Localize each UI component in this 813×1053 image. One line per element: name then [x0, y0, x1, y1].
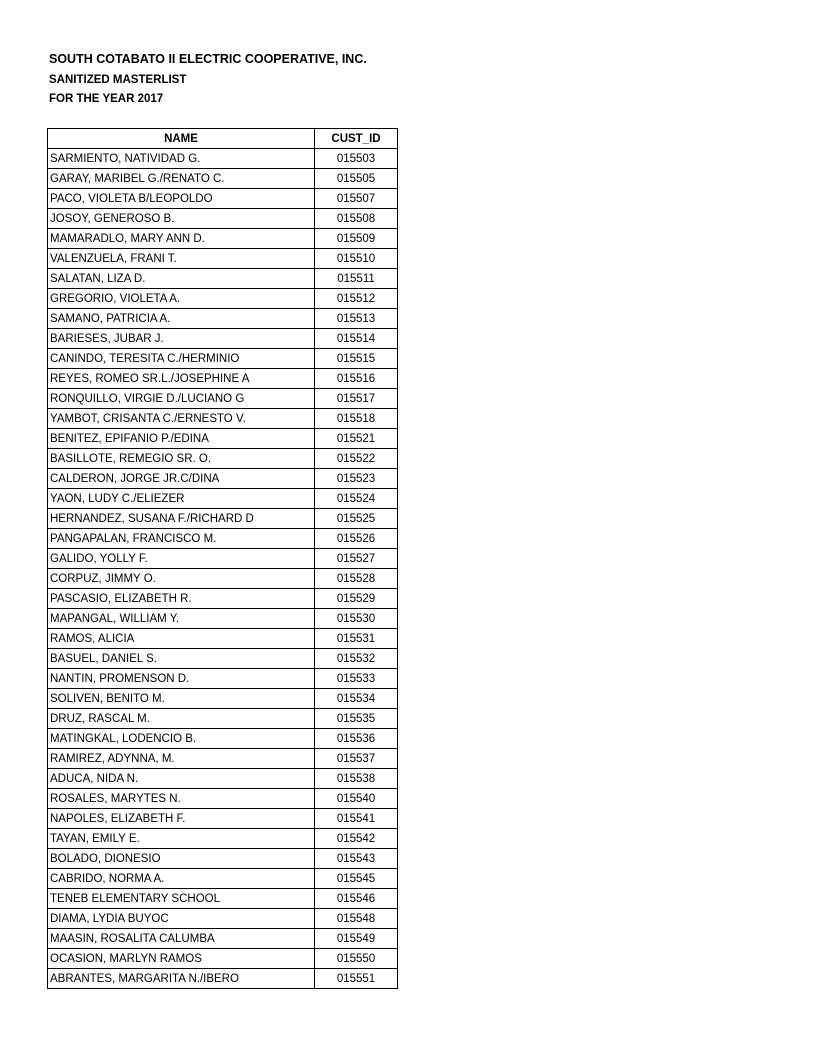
customer-name-cell: CALDERON, JORGE JR.C/DINA [48, 469, 315, 489]
table-row [48, 869, 398, 889]
table-row [48, 429, 398, 449]
customer-id-cell: 015530 [315, 609, 398, 629]
customer-id-cell: 015525 [315, 509, 398, 529]
customer-id-cell: 015533 [315, 669, 398, 689]
customer-name-cell: BARIESES, JUBAR J. [48, 329, 315, 349]
customer-id-cell: 015536 [315, 729, 398, 749]
table-row [48, 389, 398, 409]
table-row [48, 489, 398, 509]
table-row [48, 729, 398, 749]
customer-name-cell: NANTIN, PROMENSON D. [48, 669, 315, 689]
customer-name-cell: PASCASIO, ELIZABETH R. [48, 589, 315, 609]
customer-id-cell: 015535 [315, 709, 398, 729]
customer-name-cell: NAPOLES, ELIZABETH F. [48, 809, 315, 829]
customer-id-cell: 015511 [315, 269, 398, 289]
customer-name-cell: ABRANTES, MARGARITA N./IBERO [48, 969, 315, 989]
table-row [48, 449, 398, 469]
customer-name-cell: OCASION, MARLYN RAMOS [48, 949, 315, 969]
customer-id-cell: 015550 [315, 949, 398, 969]
table-row [48, 829, 398, 849]
customer-id-cell: 015518 [315, 409, 398, 429]
table-row [48, 509, 398, 529]
table-row [48, 289, 398, 309]
customer-name-cell: VALENZUELA, FRANI T. [48, 249, 315, 269]
customer-name-cell: TENEB ELEMENTARY SCHOOL [48, 889, 315, 909]
table-row [48, 889, 398, 909]
customer-name-cell: PANGAPALAN, FRANCISCO M. [48, 529, 315, 549]
customer-id-cell: 015531 [315, 629, 398, 649]
table-row [48, 589, 398, 609]
customer-id-cell: 015517 [315, 389, 398, 409]
customer-id-cell: 015503 [315, 149, 398, 169]
column-header-cust-id: CUST_ID [315, 129, 398, 149]
table-body [48, 149, 398, 989]
customer-id-cell: 015507 [315, 189, 398, 209]
customer-id-cell: 015513 [315, 309, 398, 329]
table-row [48, 409, 398, 429]
customer-id-cell: 015529 [315, 589, 398, 609]
customer-id-cell: 015505 [315, 169, 398, 189]
customer-name-cell: BASILLOTE, REMEGIO SR. O. [48, 449, 315, 469]
table-row [48, 969, 398, 989]
customer-id-cell: 015509 [315, 229, 398, 249]
table-row [48, 549, 398, 569]
table-row [48, 469, 398, 489]
customer-name-cell: SOLIVEN, BENITO M. [48, 689, 315, 709]
customer-id-cell: 015510 [315, 249, 398, 269]
customer-id-cell: 015538 [315, 769, 398, 789]
customer-id-cell: 015534 [315, 689, 398, 709]
table-row [48, 709, 398, 729]
customer-id-cell: 015512 [315, 289, 398, 309]
table-row [48, 689, 398, 709]
table-row [48, 789, 398, 809]
customer-id-cell: 015528 [315, 569, 398, 589]
customer-name-cell: GARAY, MARIBEL G./RENATO C. [48, 169, 315, 189]
customer-name-cell: CANINDO, TERESITA C./HERMINIO [48, 349, 315, 369]
customer-name-cell: JOSOY, GENEROSO B. [48, 209, 315, 229]
customer-name-cell: GALIDO, YOLLY F. [48, 549, 315, 569]
customer-name-cell: YAMBOT, CRISANTA C./ERNESTO V. [48, 409, 315, 429]
table-row [48, 609, 398, 629]
customer-id-cell: 015545 [315, 869, 398, 889]
customer-name-cell: SAMANO, PATRICIA A. [48, 309, 315, 329]
customer-name-cell: GREGORIO, VIOLETA A. [48, 289, 315, 309]
customer-id-cell: 015521 [315, 429, 398, 449]
customer-name-cell: HERNANDEZ, SUSANA F./RICHARD D [48, 509, 315, 529]
customer-name-cell: MATINGKAL, LODENCIO B. [48, 729, 315, 749]
table-row [48, 349, 398, 369]
table-row [48, 669, 398, 689]
table-row [48, 309, 398, 329]
company-title: SOUTH COTABATO II ELECTRIC COOPERATIVE, INC. [49, 52, 367, 66]
document-header [49, 50, 367, 110]
table-row [48, 169, 398, 189]
customer-id-cell: 015524 [315, 489, 398, 509]
customer-name-cell: CORPUZ, JIMMY O. [48, 569, 315, 589]
table-row [48, 249, 398, 269]
customer-id-cell: 015541 [315, 809, 398, 829]
table-row [48, 329, 398, 349]
customer-name-cell: DIAMA, LYDIA BUYOC [48, 909, 315, 929]
customer-name-cell: SARMIENTO, NATIVIDAD G. [48, 149, 315, 169]
table-row [48, 569, 398, 589]
customer-id-cell: 015522 [315, 449, 398, 469]
customer-name-cell: DRUZ, RASCAL M. [48, 709, 315, 729]
table-row [48, 929, 398, 949]
customer-name-cell: REYES, ROMEO SR.L./JOSEPHINE A [48, 369, 315, 389]
customer-name-cell: MAASIN, ROSALITA CALUMBA [48, 929, 315, 949]
customer-name-cell: PACO, VIOLETA B/LEOPOLDO [48, 189, 315, 209]
customer-id-cell: 015516 [315, 369, 398, 389]
customer-id-cell: 015527 [315, 549, 398, 569]
table-row [48, 649, 398, 669]
customer-id-cell: 015546 [315, 889, 398, 909]
table-row [48, 909, 398, 929]
table-row [48, 809, 398, 829]
customer-name-cell: ROSALES, MARYTES N. [48, 789, 315, 809]
customer-id-cell: 015548 [315, 909, 398, 929]
customer-id-cell: 015549 [315, 929, 398, 949]
column-header-name: NAME [48, 129, 315, 149]
customer-name-cell: BASUEL, DANIEL S. [48, 649, 315, 669]
customer-id-cell: 015551 [315, 969, 398, 989]
customer-name-cell: CABRIDO, NORMA A. [48, 869, 315, 889]
year-label: FOR THE YEAR 2017 [49, 93, 164, 105]
table-header-row [48, 129, 398, 149]
table-row [48, 269, 398, 289]
table-row [48, 629, 398, 649]
customer-name-cell: MAPANGAL, WILLIAM Y. [48, 609, 315, 629]
customer-id-cell: 015540 [315, 789, 398, 809]
customer-name-cell: TAYAN, EMILY E. [48, 829, 315, 849]
table-row [48, 229, 398, 249]
table-row [48, 189, 398, 209]
customer-name-cell: BENITEZ, EPIFANIO P./EDINA [48, 429, 315, 449]
customer-id-cell: 015537 [315, 749, 398, 769]
customer-id-cell: 015523 [315, 469, 398, 489]
customer-name-cell: RAMOS, ALICIA [48, 629, 315, 649]
customer-name-cell: YAON, LUDY C./ELIEZER [48, 489, 315, 509]
customer-id-cell: 015532 [315, 649, 398, 669]
document-subtitle: SANITIZED MASTERLIST [49, 74, 187, 86]
customer-id-cell: 015542 [315, 829, 398, 849]
customer-name-cell: ADUCA, NIDA N. [48, 769, 315, 789]
customer-name-cell: SALATAN, LIZA D. [48, 269, 315, 289]
masterlist-table [47, 128, 398, 989]
table-row [48, 749, 398, 769]
customer-name-cell: MAMARADLO, MARY ANN D. [48, 229, 315, 249]
customer-name-cell: BOLADO, DIONESIO [48, 849, 315, 869]
customer-name-cell: RAMIREZ, ADYNNA, M. [48, 749, 315, 769]
table-row [48, 529, 398, 549]
customer-id-cell: 015526 [315, 529, 398, 549]
customer-id-cell: 015514 [315, 329, 398, 349]
table-row [48, 949, 398, 969]
customer-name-cell: RONQUILLO, VIRGIE D./LUCIANO G [48, 389, 315, 409]
table-row [48, 769, 398, 789]
customer-id-cell: 015508 [315, 209, 398, 229]
table-row [48, 209, 398, 229]
customer-id-cell: 015543 [315, 849, 398, 869]
table-row [48, 149, 398, 169]
table-row [48, 369, 398, 389]
table-row [48, 849, 398, 869]
customer-id-cell: 015515 [315, 349, 398, 369]
